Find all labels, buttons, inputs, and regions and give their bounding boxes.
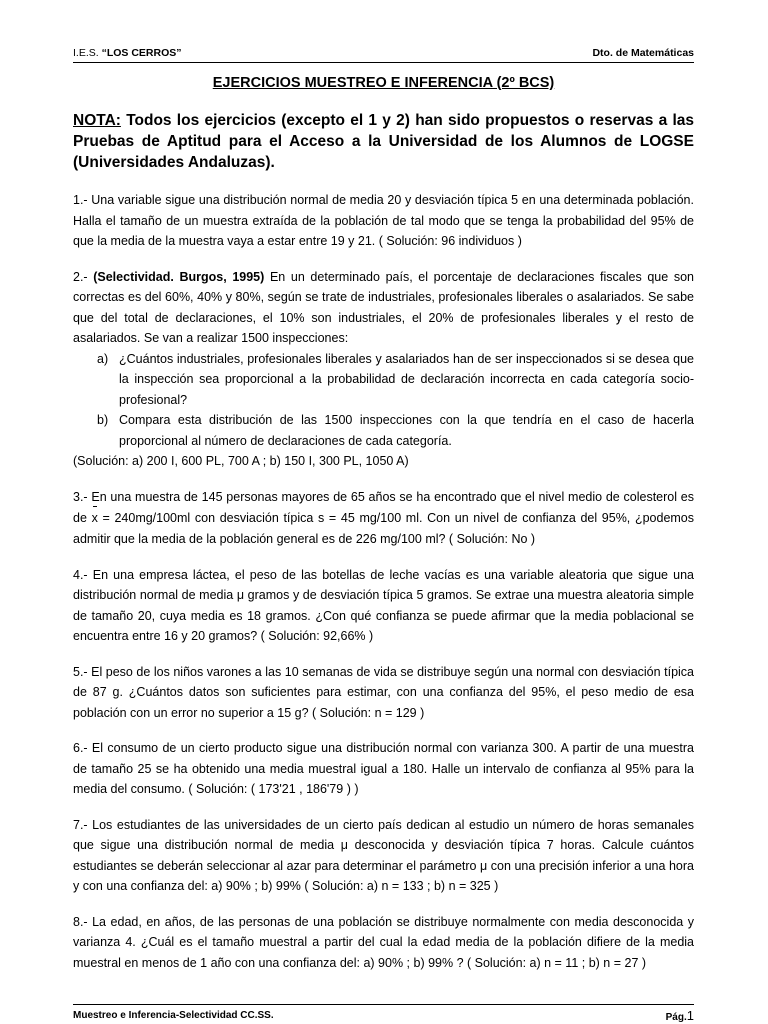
exercise-2 xyxy=(73,267,694,472)
exercise-2-source: (Selectividad. Burgos, 1995) xyxy=(93,269,265,284)
exercise-7-text: 7.- Los estudiantes de las universidades de un cierto país dedican al estudio un número de horas semanales que sigue una distribución normal de media μ desconocida y desviación típica 7 horas. Calcule cuántos estudiantes se deberán seleccionar al azar para determinar el parámetro μ con una precisión inferior a una hora y con una confianza del: a) 90% ; b) 99% ( Solución: a) n = 133 ; b) n = 325 ) xyxy=(73,817,694,893)
x-bar-symbol: x xyxy=(92,508,98,529)
exercise-4-text: 4.- En una empresa láctea, el peso de las botellas de leche vacías es una variable aleatoria que sigue una distribución normal de media μ gramos y de desviación típica 5 gramos. Se extrae una muestra aleatoria simple de tamaño 20, cuya media es 18 gramos. ¿Con qué confianza se puede afirmar que la media poblacional se encuentra entre 16 y 20 gramos? ( Solución: 92,66% ) xyxy=(73,567,694,643)
note-label: NOTA: xyxy=(73,112,121,129)
page-indicator xyxy=(666,1008,694,1023)
exercise-2-statement: En un determinado país, el porcentaje de declaraciones fiscales que son correctas es del 60%, 40% y 80%, según se trate de industriales, profesionales liberales o asalariados. Se sabe que del total de declaraciones, el 10% son industriales, el 20% de profesionales liberales y el resto de asalariados. Se van a realizar 1500 inspecciones: xyxy=(73,269,695,345)
page-footer xyxy=(73,1004,694,1021)
item-label: b) xyxy=(97,413,109,427)
item-text: ¿Cuántos industriales, profesionales liberales y asalariados han de ser inspeccionados si se desea que la inspección sea proporcional a la probabilidad de declaración incorrecta en cada categoría socio-profesional? xyxy=(119,351,694,407)
school-prefix: I.E.S. xyxy=(73,47,102,59)
exercise-list xyxy=(73,190,694,988)
exercise-3-part1: 3.- En una muestra de 145 personas mayores de 65 años se ha encontrado que el nivel medio de colesterol es de xyxy=(73,489,694,525)
exercise-3 xyxy=(73,487,694,550)
exercise-3-formula: = 240mg/100ml xyxy=(97,510,191,525)
page-title: EJERCICIOS MUESTREO E INFERENCIA (2º BCS) xyxy=(212,75,555,91)
exercise-1-text: 1.- Una variable sigue una distribución normal de media 20 y desviación típica 5 en una determinada población. Halla el tamaño de un muestra extraída de la población de tal modo que se tenga la probabilidad del 95% de que la media de la muestra vaya a estar entre 19 y 21. ( Solución: 96 individuos ) xyxy=(73,193,694,248)
page-label: Pág. xyxy=(665,1012,687,1023)
footer-title: Muestreo e Inferencia-Selectividad CC.SS. xyxy=(73,1010,274,1021)
exercise-2-item-a xyxy=(73,349,694,411)
exercise-1 xyxy=(73,190,694,252)
exercise-2-item-b xyxy=(73,410,694,451)
note-paragraph xyxy=(73,110,694,173)
exercise-5 xyxy=(73,662,694,724)
exercise-2-solution: (Solución: a) 200 I, 600 PL, 700 A ; b) 150 I, 300 PL, 1050 A) xyxy=(73,454,409,468)
exercise-2-subitems xyxy=(73,349,694,452)
item-label: a) xyxy=(97,351,109,366)
exercise-4 xyxy=(73,565,694,647)
exercise-6 xyxy=(73,738,694,800)
exercise-2-text xyxy=(73,267,694,349)
exercise-8 xyxy=(73,912,694,974)
exercise-7 xyxy=(73,815,694,897)
school-name-bold: “LOS CERROS” xyxy=(101,47,182,59)
school-name xyxy=(73,47,182,59)
department-name: Dto. de Matemáticas xyxy=(592,47,694,59)
exercise-5-text: 5.- El peso de los niños varones a las 10 semanas de vida se distribuye según una normal con desviación típica de 87 g. ¿Cuántos datos son suficientes para estimar, con una confianza del 95%, el peso medio de esa población con un error no superior a 15 g? ( Solución: n = 129 ) xyxy=(73,664,694,720)
exercise-2-number: 2.- xyxy=(73,269,94,284)
page-number: 1 xyxy=(686,1008,694,1023)
note-text: Todos los ejercicios (excepto el 1 y 2) han sido propuestos o reservas a las Pruebas de Aptitud para el Acceso a la Universidad de los Alumnos de LOGSE (Universidades Andaluzas). xyxy=(73,112,694,171)
page-header xyxy=(73,44,694,63)
exercise-6-text: 6.- El consumo de un cierto producto sigue una distribución normal con varianza 300. A partir de una muestra de tamaño 25 se ha obtenido una media muestral igual a 180. Halle un intervalo de confianza al 95% para la media del consumo. ( Solución: ( 173'21 , 186'79 ) ) xyxy=(73,741,694,796)
exercise-3-part2: con desviación típica s = 45 mg/100 ml. Con un nivel de confianza del 95%, ¿podemos admitir que la media de la población general es de 226 mg/100 ml? ( Solución: No ) xyxy=(73,510,695,546)
exercise-3-text xyxy=(73,487,694,550)
exercise-8-text: 8.- La edad, en años, de las personas de una población se distribuye normalmente con media desconocida y varianza 4. ¿Cuál es el tamaño muestral a partir del cual la edad media de la población difiere de la media muestral en menos de 1 año con una confianza del: a) 90% ; b) 99% ? ( Solución: a) n = 11 ; b) n = 27 ) xyxy=(73,914,694,970)
item-text: Compara esta distribución de las 1500 inspecciones con la que tendría en el caso de hacerla proporcional al número de declaraciones de cada categoría. xyxy=(119,413,694,448)
